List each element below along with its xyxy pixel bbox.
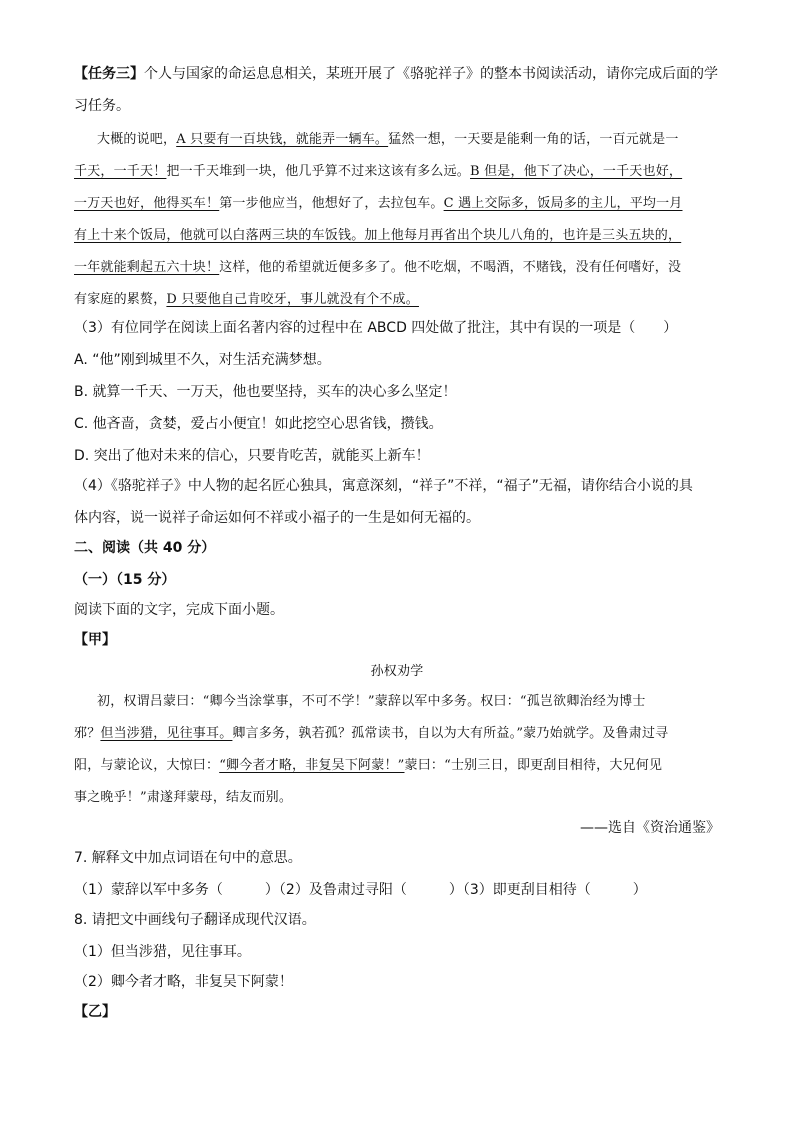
classical-line-4: 事之晚乎！”肃遂拜蒙母，结友而别。: [74, 790, 293, 805]
classical-line-1: 初，权谓吕蒙曰：“卿今当涂掌事，不可不学！”蒙辞以军中多务。权曰：“孤岂欲卿治经为博士: [97, 694, 646, 709]
passage-yi-label: 【乙】: [74, 1004, 116, 1020]
q7-stem: 7. 解释文中加点词语在句中的意思。: [74, 850, 302, 866]
annotation-d: D 只要他自己肯咬牙，事儿就没有个不成。: [166, 292, 419, 307]
task3-line-1: [74, 64, 718, 84]
q3-option-b: B. 就算一千天、一万天，他也要坚持，买车的决心多么坚定！: [74, 384, 457, 400]
passage-jia-label: 【甲】: [74, 632, 116, 648]
q4-line-1: （4）《骆驼祥子》中人物的起名匠心独具，寓意深刻，“祥子”不祥，“福子”无福，请你结合小说的具: [74, 478, 693, 494]
q7-items: （1）蒙辞以军中多务（ ）（2）及鲁肃过寻阳（ ）（3）即更刮目相待（ ）: [74, 882, 647, 898]
q8-sentence-2: （2）卿今者才略，非复吴下阿蒙！: [74, 974, 293, 990]
q3-option-d: D. 突出了他对未来的信心，只要肯吃苦，就能买上新车！: [74, 448, 430, 464]
task3-tag: 【任务三】: [74, 66, 144, 82]
q3-option-a: A. “他”刚到城里不久，对生活充满梦想。: [74, 352, 331, 368]
annotation-a: A 只要有一百块钱，就能弄一辆车。: [176, 132, 389, 147]
underlined-sentence-2: “卿今者才略，非复吴下阿蒙！”: [219, 758, 405, 773]
q8-sentence-1: （1）但当涉猎，见往事耳。: [74, 944, 251, 960]
excerpt-line-5: 一年就能剩起五六十块！这样，他的希望就近便多多了。他不吃烟，不喝酒，不赌钱，没有任何嗜好，没: [74, 260, 682, 275]
classical-title: 孙权劝学: [370, 664, 424, 679]
annotation-b: B 但是，他下了决心，一千天也好，: [470, 164, 683, 179]
classical-line-3: 阳，与蒙论议，大惊曰：“卿今者才略，非复吴下阿蒙！”蒙曰：“士别三日，即更刮目相待，大兄何见: [74, 758, 663, 773]
excerpt-line-6: 有家庭的累赘，D 只要他自己肯咬牙，事儿就没有个不成。: [74, 292, 419, 307]
q4-line-2: 体内容，说一说祥子命运如何不祥或小福子的一生是如何无福的。: [74, 510, 480, 526]
classical-line-2: 邪？但当涉猎，见往事耳。卿言多务，孰若孤？孤常读书，自以为大有所益。”蒙乃始就学。及鲁肃过寻: [74, 726, 669, 741]
excerpt-line-2: 千天，一千天！把一千天堆到一块，他几乎算不过来这该有多么远。B 但是，他下了决心，一千天也好，: [74, 164, 683, 179]
section2-sub: （一）（15 分）: [74, 572, 176, 588]
task3-line-2: 习任务。: [74, 98, 130, 114]
q8-stem: 8. 请把文中画线句子翻译成现代汉语。: [74, 912, 316, 928]
classical-source: ——选自《资治通鉴》: [580, 820, 720, 836]
excerpt-line-4: 有上十来个饭局，他就可以白落两三块的车饭钱。加上他每月再省出个块儿八角的，也许是三头五块的，: [74, 228, 682, 243]
q3-stem: （3）有位同学在阅读上面名著内容的过程中在 ABCD 四处做了批注，其中有误的一项是（ ）: [74, 320, 678, 336]
excerpt-line-1: 大概的说吧，A 只要有一百块钱，就能弄一辆车。猛然一想，一天要是能剩一角的话，一百元就是一: [97, 132, 679, 147]
section2-instruction: 阅读下面的文字，完成下面小题。: [74, 602, 284, 618]
annotation-c: C 遇上交际多，饭局多的主儿，平均一月: [443, 196, 683, 211]
section2-heading: 二、阅读（共 40 分）: [74, 540, 216, 556]
excerpt-line-3: 一万天也好，他得买车！第一步他应当，他想好了，去拉包车。C 遇上交际多，饭局多的主儿，平均一月: [74, 196, 683, 211]
q3-option-c: C. 他吝啬，贪婪，爱占小便宜！如此挖空心思省钱，攒钱。: [74, 416, 443, 432]
underlined-sentence-1: 但当涉猎，见往事耳。: [100, 726, 233, 741]
task3-intro: 个人与国家的命运息息相关，某班开展了《骆驼祥子》的整本书阅读活动，请你完成后面的学: [144, 66, 718, 82]
